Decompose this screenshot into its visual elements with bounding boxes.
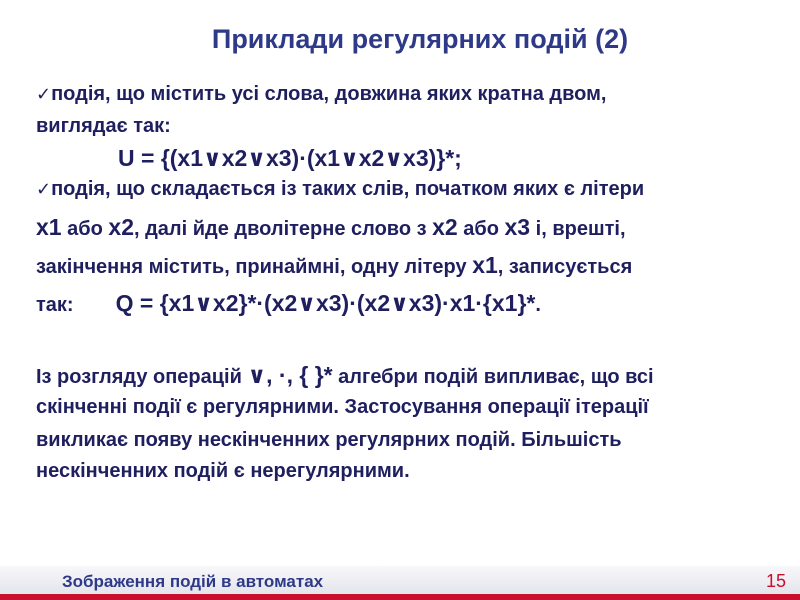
formula-q: Q = {x1∨x2}*·(x2∨x3)·(x2∨x3)·x1·{x1}* [115, 290, 536, 316]
checkmark-icon: ✓ [36, 84, 52, 105]
item2-text: , далі йде дволітерне слово з [134, 218, 433, 240]
letter-x2: x2 [432, 214, 458, 240]
letter-x1: x1 [36, 214, 62, 240]
conclusion-text: алгебри подій випливає, що всі [332, 366, 654, 388]
item2-text: , записується [497, 256, 633, 278]
checkmark-icon: ✓ [36, 179, 52, 200]
conclusion-text: Із розгляду операцій [36, 366, 248, 388]
footer-title: Зображення подій в автоматах [62, 572, 324, 591]
page-number: 15 [765, 571, 786, 591]
conclusion-line1 [36, 362, 654, 389]
item1-text-line1: подія, що містить усі слова, довжина яких кратна двом, [51, 83, 607, 105]
item1-line2: виглядає так: [36, 115, 171, 137]
item2-text: закінчення містить, принаймні, одну літеру [36, 256, 473, 278]
letter-x3: x3 [504, 214, 531, 240]
conclusion-line4: нескінченних подій є нерегулярними. [36, 460, 410, 482]
item2-line1 [36, 179, 644, 199]
item1-line1 [36, 84, 606, 104]
conclusion-line2: скінченні події є регулярними. Застосування операції ітерації [36, 396, 649, 418]
item2-text: або [61, 218, 109, 240]
item2-line4 [36, 292, 541, 315]
item2-text: так: [36, 294, 74, 316]
letter-x2: x2 [108, 214, 134, 240]
letter-x1: x1 [472, 252, 498, 278]
footer-divider [0, 594, 800, 600]
slide-title: Приклади регулярних подій (2) [211, 24, 629, 54]
item2-line3 [36, 254, 632, 277]
formula-u: U = {(x1∨x2∨x3)·(x1∨x2∨x3)}*; [118, 145, 462, 171]
item1-formula-row [36, 147, 462, 170]
item2-text: або [457, 218, 505, 240]
item2-line2 [36, 216, 626, 239]
operations-symbols: ∨, ·, { }* [247, 362, 333, 388]
item2-text: і, врешті, [530, 218, 626, 240]
formula-q-end: . [535, 294, 541, 316]
item2-text-line1: подія, що складається із таких слів, початком яких є літери [51, 178, 645, 200]
conclusion-line3: викликає появу нескінченних регулярних подій. Більшість [36, 429, 622, 451]
